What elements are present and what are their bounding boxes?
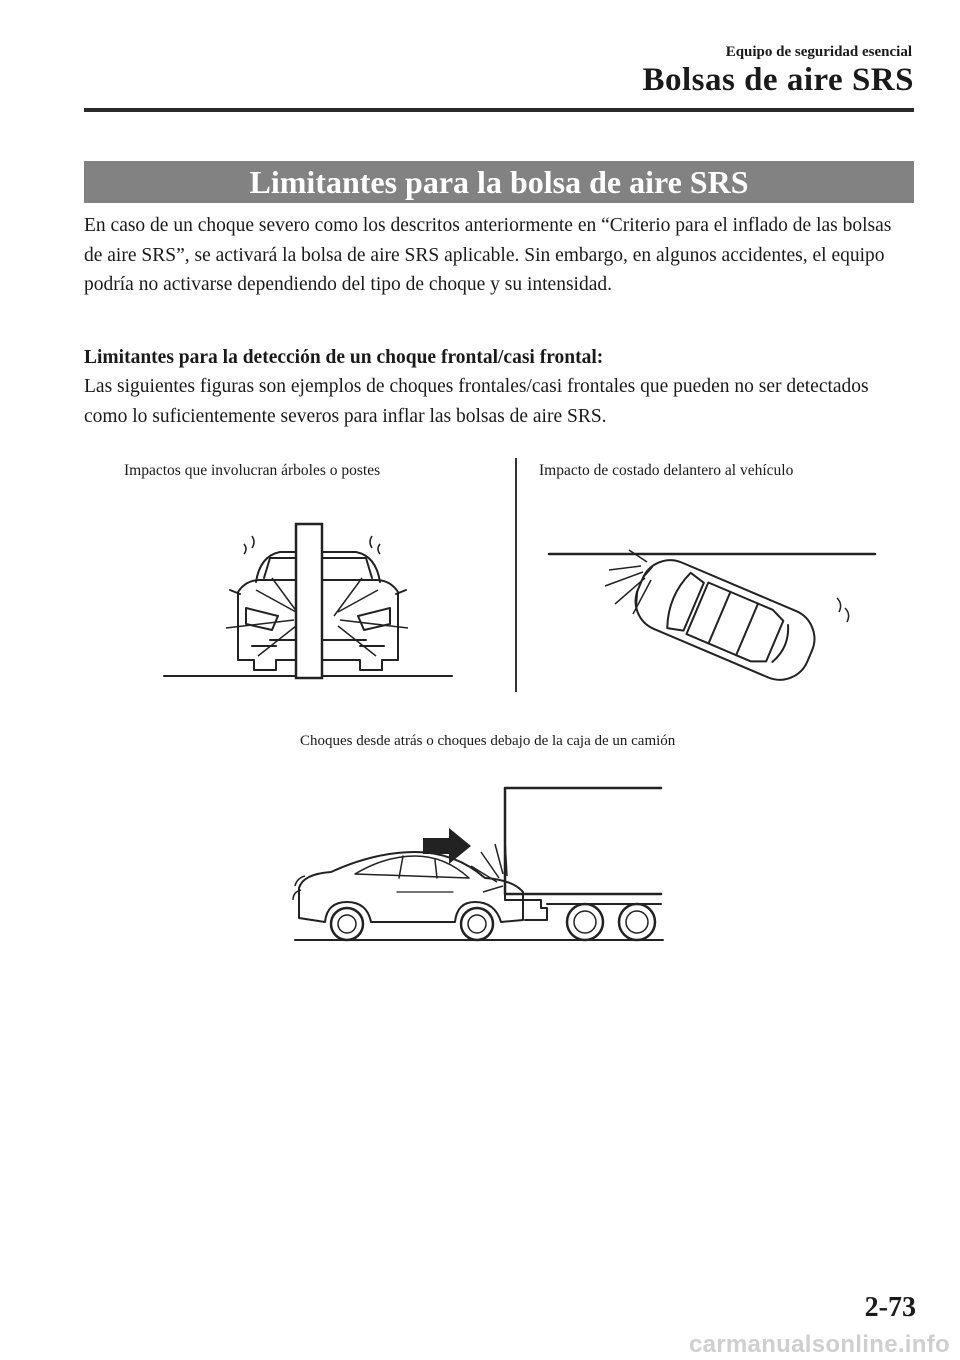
pole-impact-caption: Impactos que involucran árboles o postes [124, 462, 381, 479]
intro-paragraph: En caso de un choque severo como los descritos anteriormente en “Criterio para el inflado de las bolsas de aire SRS”, se activará la bolsa de aire SRS aplicable. Sin embargo, en algunos accidentes, el equipo podría no activarse dependiendo del tipo de choque y su intensidad. [84, 215, 892, 295]
truck-impact-illustration [285, 782, 665, 947]
page-number: 2-73 [864, 1292, 916, 1323]
pole-impact-illustration [160, 520, 460, 690]
figure-divider [515, 458, 517, 692]
subheading: Limitantes para la detección de un choque frontal/casi frontal: [84, 347, 604, 368]
section-banner: Limitantes para la bolsa de aire SRS [84, 161, 914, 203]
truck-impact-caption: Choques desde atrás o choques debajo de la caja de un camión [300, 733, 676, 749]
header-rule [84, 108, 914, 112]
side-impact-illustration [545, 540, 880, 690]
chapter-subtitle: Equipo de seguridad esencial [725, 44, 912, 60]
side-impact-caption: Impacto de costado delantero al vehículo [539, 462, 794, 479]
chapter-title: Bolsas de aire SRS [642, 62, 914, 98]
body-paragraph: Las siguientes figuras son ejemplos de choques frontales/casi frontales que pueden no ser detectados como lo suficientemente severos para inflar las bolsas de aire SRS. [84, 376, 869, 427]
watermark: carmanualsonline.info [688, 1331, 950, 1358]
